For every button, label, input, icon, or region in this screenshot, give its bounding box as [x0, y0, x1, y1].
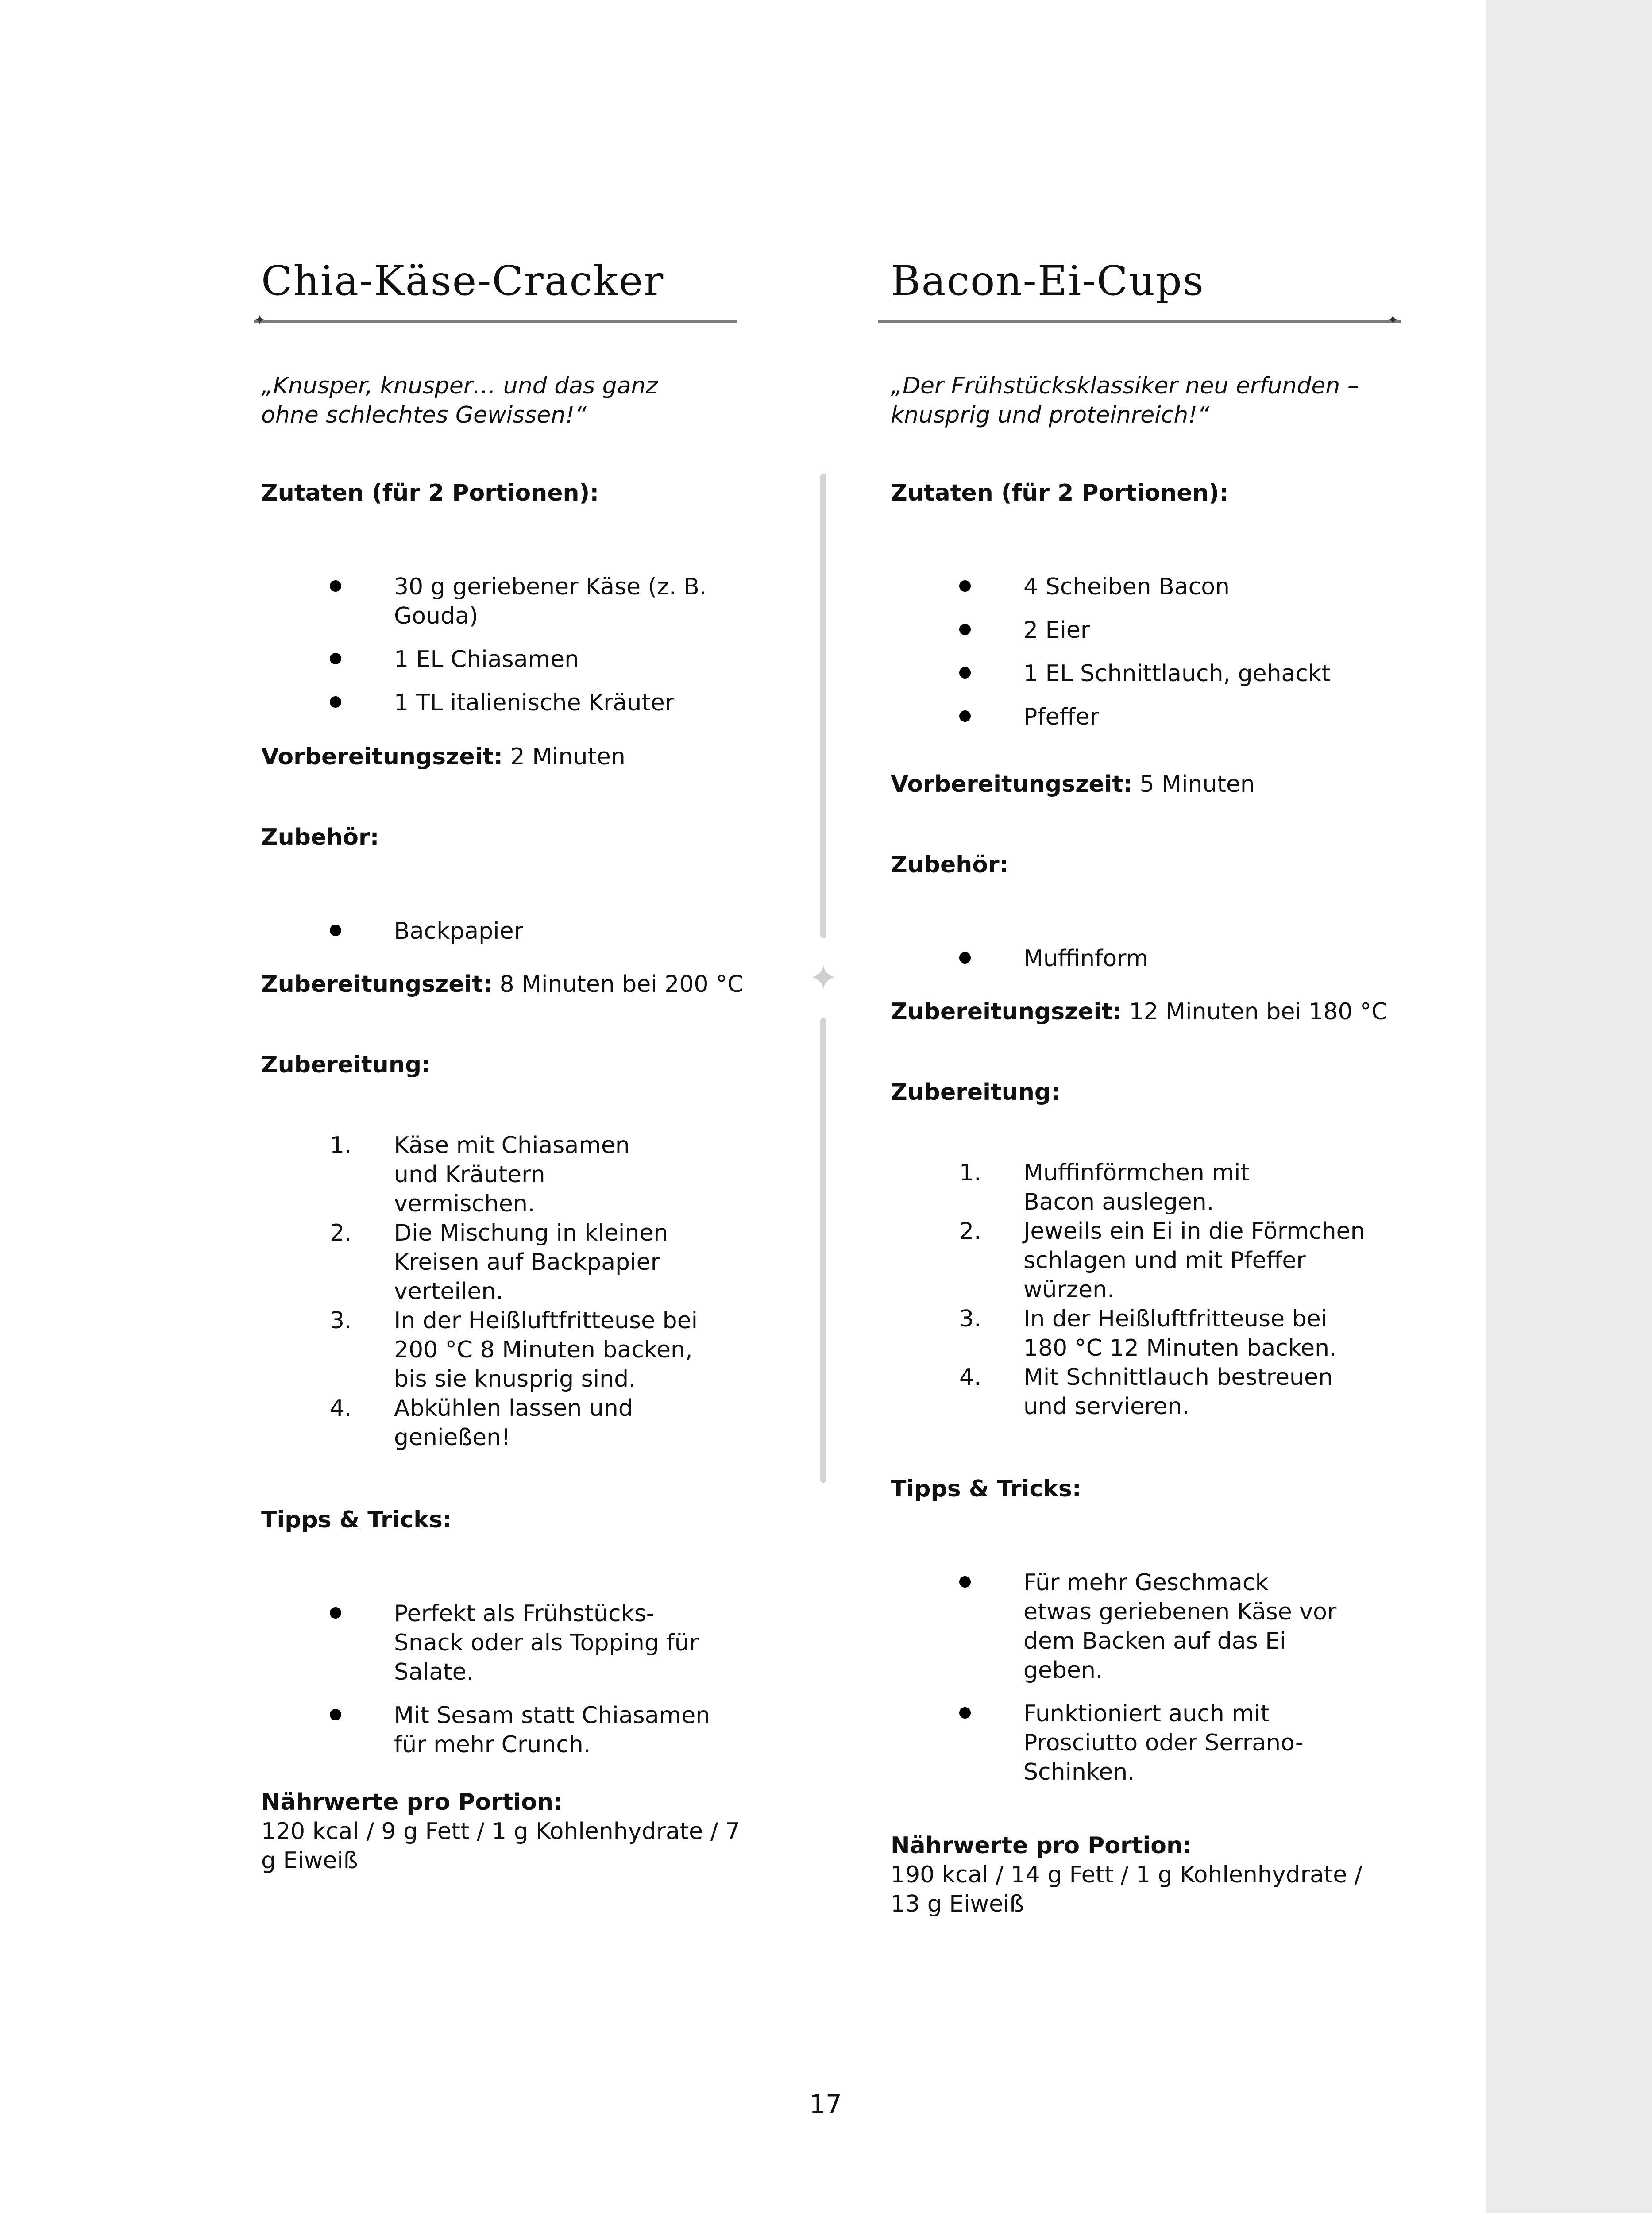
list-item: Perfekt als Frühstücks-Snack oder als Topping für Salate.: [261, 1599, 744, 1687]
bullet-icon: [959, 952, 971, 964]
bullet-icon: [959, 1707, 971, 1719]
list-item: 1 TL italienische Kräuter: [261, 688, 744, 717]
recipe-title: Bacon-Ei-Cups: [891, 257, 1205, 305]
bullet-icon: [959, 710, 971, 722]
tools-list: [261, 917, 744, 946]
page-side-margin: [1486, 0, 1652, 2213]
rule-ornament-icon: ✦: [254, 312, 266, 328]
prep-time: Vorbereitungszeit: 5 Minuten: [891, 771, 1255, 798]
list-item: 30 g geriebener Käse (z. B. Gouda): [261, 572, 744, 631]
list-item: 1 EL Chiasamen: [261, 645, 744, 674]
ingredients-list: [261, 572, 744, 717]
cook-time: Zubereitungszeit: 12 Minuten bei 180 °C: [891, 999, 1388, 1025]
recipe-title: Chia-Käse-Cracker: [261, 257, 664, 305]
list-item: Mit Sesam statt Chiasamen für mehr Crunch.: [261, 1701, 744, 1759]
recipe-left: [254, 248, 744, 1875]
prep-time: Vorbereitungszeit: 2 Minuten: [261, 744, 625, 770]
list-item: 3. In der Heißluftfritteuse bei 180 °C 12 Minuten backen.: [959, 1306, 1337, 1361]
recipe-right: [891, 248, 1400, 1919]
list-item: 2. Jeweils ein Ei in die Förmchen schlagen und mit Pfeffer würzen.: [959, 1218, 1365, 1303]
list-item: Backpapier: [261, 917, 744, 946]
list-item: 1 EL Schnittlauch, gehackt: [891, 659, 1400, 688]
bullet-icon: [959, 624, 971, 635]
recipe-quote: „Der Frühstücksklassiker neu erfunden – knusprig und proteinreich!“: [891, 373, 1359, 428]
rule-ornament-icon: ✦: [1387, 312, 1399, 328]
bullet-icon: [959, 667, 971, 679]
bullet-icon: [330, 1709, 341, 1720]
list-item: 4 Scheiben Bacon: [891, 572, 1400, 601]
ingredients-list: [891, 572, 1400, 732]
tools-heading: Zubehör:: [891, 852, 1009, 878]
divider-star-icon: ✦: [808, 957, 838, 999]
list-item: Funktioniert auch mit Prosciutto oder Serrano-Schinken.: [891, 1699, 1400, 1787]
ingredients-heading: Zutaten (für 2 Portionen):: [891, 480, 1229, 506]
steps-list: [261, 1131, 753, 1452]
nutrition-values: 120 kcal / 9 g Fett / 1 g Kohlenhydrate / 7 g Eiweiß: [261, 1818, 740, 1874]
bullet-icon: [959, 580, 971, 592]
list-item: 4. Abkühlen lassen und genießen!: [330, 1395, 633, 1451]
bullet-icon: [330, 696, 341, 708]
recipe-quote: „Knusper, knusper… und das ganz ohne schlechtes Gewissen!“: [261, 373, 658, 428]
bullet-icon: [959, 1576, 971, 1588]
column-divider-bottom: [820, 1018, 826, 1483]
list-item: 4. Mit Schnittlauch bestreuen und servieren.: [959, 1364, 1333, 1420]
nutrition-heading: Nährwerte pro Portion:: [261, 1789, 563, 1816]
list-item: 2 Eier: [891, 616, 1400, 645]
tips-heading: Tipps & Tricks:: [891, 1476, 1081, 1502]
steps-heading: Zubereitung:: [891, 1079, 1060, 1106]
list-item: 1. Muffinförmchen mit Bacon auslegen.: [959, 1160, 1250, 1215]
page-number: 17: [809, 2089, 842, 2119]
cook-time: Zubereitungszeit: 8 Minuten bei 200 °C: [261, 971, 744, 998]
title-underline: [878, 312, 1401, 328]
list-item: Pfeffer: [891, 702, 1400, 732]
bullet-icon: [330, 1607, 341, 1619]
tips-heading: Tipps & Tricks:: [261, 1507, 452, 1533]
list-item: 1. Käse mit Chiasamen und Kräutern vermischen.: [330, 1132, 630, 1217]
steps-heading: Zubereitung:: [261, 1052, 431, 1078]
nutrition-heading: Nährwerte pro Portion:: [891, 1832, 1192, 1859]
bullet-icon: [330, 653, 341, 664]
nutrition-values: 190 kcal / 14 g Fett / 1 g Kohlenhydrate / 13 g Eiweiß: [891, 1862, 1363, 1917]
bullet-icon: [330, 580, 341, 592]
list-item: 3. In der Heißluftfritteuse bei 200 °C 8 Minuten backen, bis sie knusprig sind.: [330, 1307, 698, 1392]
column-divider-top: [820, 474, 826, 938]
bullet-icon: [330, 925, 341, 936]
tools-list: [891, 944, 1400, 973]
list-item: Muffinform: [891, 944, 1400, 973]
title-underline: [254, 312, 737, 328]
tips-list: [261, 1599, 744, 1759]
tips-list: [891, 1568, 1400, 1787]
list-item: Für mehr Geschmack etwas geriebenen Käse vor dem Backen auf das Ei geben.: [891, 1568, 1400, 1685]
ingredients-heading: Zutaten (für 2 Portionen):: [261, 480, 599, 506]
steps-list: [891, 1158, 1400, 1421]
list-item: 2. Die Mischung in kleinen Kreisen auf Backpapier verteilen.: [330, 1220, 668, 1305]
tools-heading: Zubehör:: [261, 824, 379, 851]
